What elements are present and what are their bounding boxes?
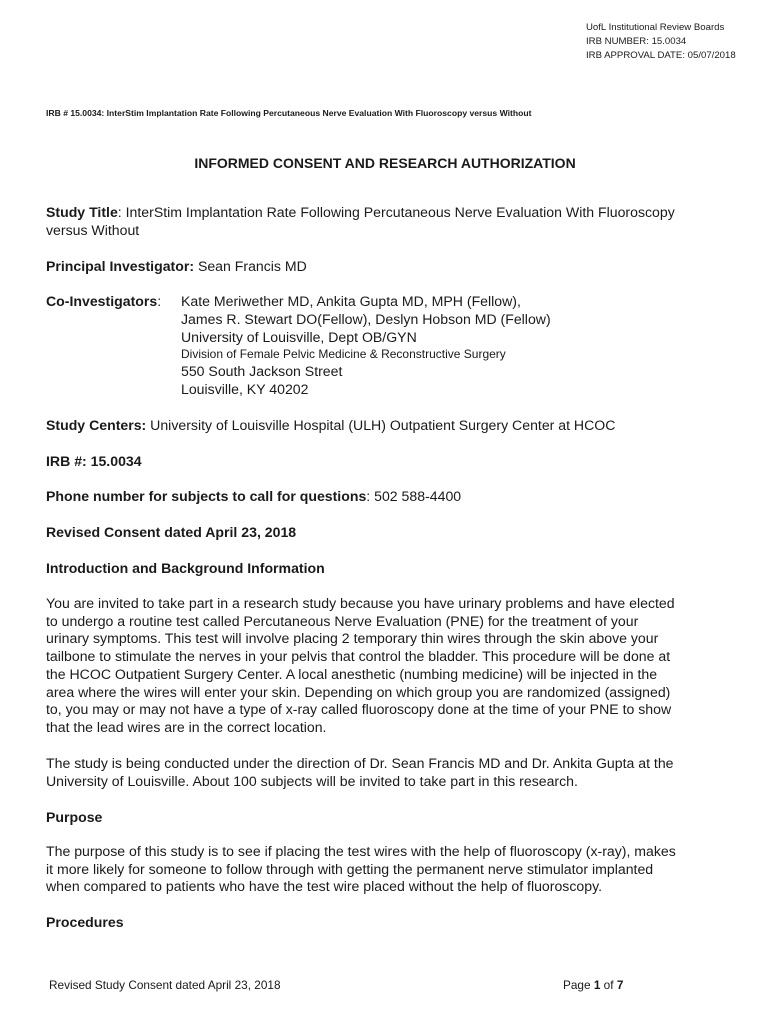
co-investigator-line: 550 South Jackson Street xyxy=(181,363,343,379)
page-current: 1 xyxy=(593,978,601,992)
study-title-value: : InterStim Implantation Rate Following Percutaneous Nerve Evaluation With Fluoroscopy xyxy=(117,204,675,220)
study-centers xyxy=(46,417,615,435)
co-investigator-line: University of Louisville, Dept OB/GYN xyxy=(181,329,417,345)
co-investigators-label-line xyxy=(46,293,161,311)
irb-number: IRB #: 15.0034 xyxy=(46,453,142,469)
paragraph-line: to, you may or may not have a type of x-ray called fluoroscopy done at the time of your PNE to show xyxy=(46,701,672,718)
paragraph-line: You are invited to take part in a research study because you have urinary problems and have elected xyxy=(46,595,675,611)
purpose-paragraph xyxy=(46,843,676,896)
study-title-line xyxy=(46,204,675,222)
paragraph-line: that the lead wires are in the correct location. xyxy=(46,718,327,735)
page-prefix: Page xyxy=(563,978,594,992)
phone-label: Phone number for subjects to call for questions xyxy=(46,488,367,504)
intro-paragraph-2 xyxy=(46,755,674,790)
paragraph-line: tailbone to stimulate the nerves in your pelvis that control the bladder. This procedure will be done at xyxy=(46,648,671,665)
paragraph-line: when compared to patients who have the test wire placed without the help of fluoroscopy. xyxy=(46,878,602,895)
purpose-heading: Purpose xyxy=(46,809,103,825)
irb-approval-box xyxy=(586,21,736,63)
co-investigator-line: Louisville, KY 40202 xyxy=(181,381,309,397)
phone-line xyxy=(46,488,461,506)
paragraph-line: the HCOC Outpatient Surgery Center. A local anesthetic (numbing medicine) will be injected in the xyxy=(46,665,658,682)
paragraph-line: area where the wires will enter your skin. Depending on which group you are randomized (assigned) xyxy=(46,683,671,700)
irb-approval-date: IRB APPROVAL DATE: 05/07/2018 xyxy=(586,50,736,61)
page-total: 7 xyxy=(616,978,624,992)
study-centers-label: Study Centers: xyxy=(46,417,147,433)
principal-investigator-label: Principal Investigator: xyxy=(46,258,195,274)
revised-consent-date: Revised Consent dated April 23, 2018 xyxy=(46,524,297,540)
co-investigator-line: Kate Meriwether MD, Ankita Gupta MD, MPH (Fellow), xyxy=(181,293,521,309)
paragraph-line: urinary symptoms. This test will involve placing 2 temporary thin wires through the skin above your xyxy=(46,630,659,647)
phone-value: : 502 588-4400 xyxy=(366,488,462,504)
paragraph-line: The study is being conducted under the direction of Dr. Sean Francis MD and Dr. Ankita Gupta at the xyxy=(46,755,674,771)
irb-board-name: UofL Institutional Review Boards xyxy=(586,22,725,33)
paragraph-line: to undergo a routine test called Percutaneous Nerve Evaluation (PNE) for the treatment of your xyxy=(46,612,639,629)
paragraph-line: it more likely for someone to follow through with getting the permanent nerve stimulator implanted xyxy=(46,860,654,877)
paragraph-line: University of Louisville. About 100 subjects will be invited to take part in this research. xyxy=(46,772,578,789)
co-investigator-line: Division of Female Pelvic Medicine & Reconstructive Surgery xyxy=(181,347,506,361)
co-investigators-colon: : xyxy=(157,293,162,309)
co-investigator-line: James R. Stewart DO(Fellow), Deslyn Hobson MD (Fellow) xyxy=(181,311,551,327)
study-title-label: Study Title xyxy=(46,204,118,220)
intro-paragraph-1 xyxy=(46,595,675,737)
study-centers-value: University of Louisville Hospital (ULH) Outpatient Surgery Center at HCOC xyxy=(146,417,616,433)
study-title-continuation: versus Without xyxy=(46,222,140,238)
page-of: of xyxy=(600,978,617,992)
protocol-header: IRB # 15.0034: InterStim Implantation Rate Following Percutaneous Nerve Evaluation With Fluoroscopy versus Without xyxy=(46,108,532,118)
principal-investigator-value: Sean Francis MD xyxy=(194,258,307,274)
co-investigators-label: Co-Investigators xyxy=(46,293,158,309)
irb-number-stamp: IRB NUMBER: 15.0034 xyxy=(586,36,687,47)
page-number xyxy=(563,978,623,992)
footer-consent-date: Revised Study Consent dated April 23, 2018 xyxy=(49,978,281,992)
intro-heading: Introduction and Background Information xyxy=(46,560,325,576)
document-title: INFORMED CONSENT AND RESEARCH AUTHORIZATION xyxy=(194,155,576,171)
principal-investigator xyxy=(46,258,307,276)
procedures-heading: Procedures xyxy=(46,914,124,930)
paragraph-line: The purpose of this study is to see if placing the test wires with the help of fluoroscopy (x-ray), makes xyxy=(46,843,676,859)
